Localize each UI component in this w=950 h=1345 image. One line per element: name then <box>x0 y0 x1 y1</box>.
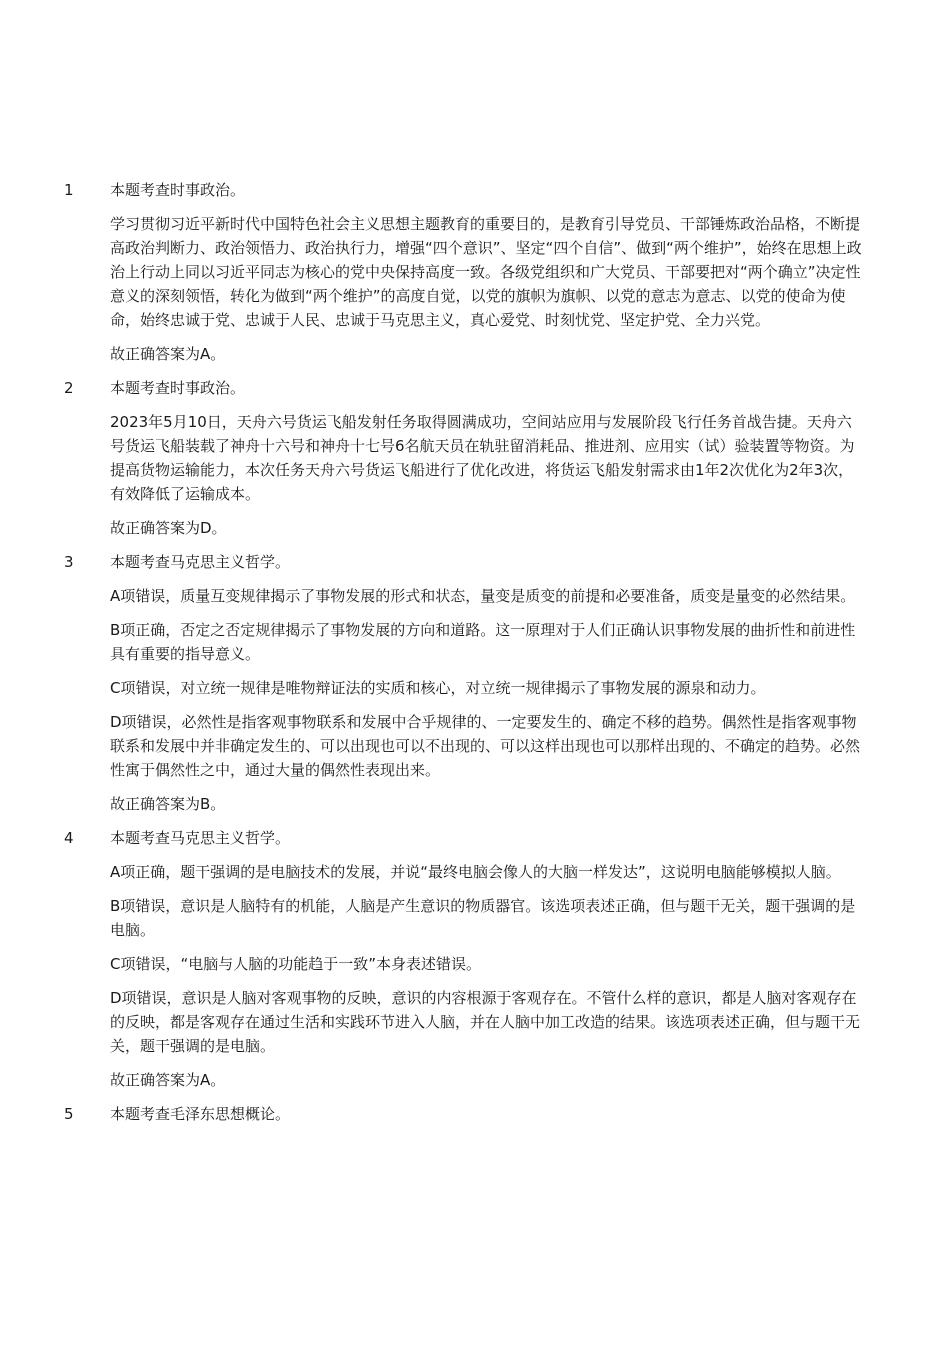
correct-answer: 故正确答案为B。 <box>110 795 226 813</box>
question-number: 5 <box>64 1105 74 1123</box>
question-topic: 本题考查马克思主义哲学。 <box>110 829 291 847</box>
question-2 <box>0 376 950 540</box>
question-topic: 本题考查毛泽东思想概论。 <box>110 1105 291 1123</box>
question-topic: 本题考查时事政治。 <box>110 181 246 199</box>
question-number: 3 <box>64 553 74 571</box>
correct-answer: 故正确答案为A。 <box>110 1071 226 1089</box>
question-number: 1 <box>64 181 74 199</box>
question-number: 2 <box>64 379 74 397</box>
question-number: 4 <box>64 829 74 847</box>
explanation-paragraph: 学习贯彻习近平新时代中国特色社会主义思想主题教育的重要目的，是教育引导党员、干部锤炼政治品格，不断提高政治判断力、政治领悟力、政治执行力，增强“四个意识”、坚定“四个自信”、做到“两个维护”，始终在思想上政治上行动上同以习近平同志为核心的党中央保持高度一致。各级党组织和广大党员、干部要把对“两个确立”决定性意义的深刻领悟，转化为做到“两个维护”的高度自觉，以党的旗帜为旗帜、以党的意志为意志、以党的使命为使命，始终忠诚于党、忠诚于人民、忠诚于马克思主义，真心爱党、时刻忧党、坚定护党、全力兴党。 <box>110 215 862 329</box>
explanation-paragraph: 2023年5月10日，天舟六号货运飞船发射任务取得圆满成功，空间站应用与发展阶段飞行任务首战告捷。天舟六号货运飞船装载了神舟十六号和神舟十七号6名航天员在轨驻留消耗品、推进剂、应用实（试）验装置等物资。为提高货物运输能力，本次任务天舟六号货运飞船进行了优化改进，将货运飞船发射需求由1年2次优化为2年3次，有效降低了运输成本。 <box>110 413 855 503</box>
question-3 <box>0 550 950 816</box>
answer-explanations <box>0 178 950 1136</box>
question-5 <box>0 1102 950 1126</box>
question-1 <box>0 178 950 366</box>
explanation-option-d: D项错误，意识是人脑对客观事物的反映，意识的内容根源于客观存在。不管什么样的意识，都是人脑对客观存在的反映，都是客观存在通过生活和实践环节进入人脑，并在人脑中加工改造的结果。该选项表述正确，但与题干无关，题干强调的是电脑。 <box>110 989 861 1055</box>
explanation-option-b: B项正确，否定之否定规律揭示了事物发展的方向和道路。这一原理对于人们正确认识事物发展的曲折性和前进性具有重要的指导意义。 <box>110 621 856 663</box>
explanation-option-c: C项错误，对立统一规律是唯物辩证法的实质和核心，对立统一规律揭示了事物发展的源泉和动力。 <box>110 679 766 697</box>
correct-answer: 故正确答案为D。 <box>110 519 227 537</box>
question-4 <box>0 826 950 1092</box>
explanation-option-b: B项错误，意识是人脑特有的机能，人脑是产生意识的物质器官。该选项表述正确，但与题干无关，题干强调的是电脑。 <box>110 897 856 939</box>
correct-answer: 故正确答案为A。 <box>110 345 226 363</box>
explanation-option-a: A项正确，题干强调的是电脑技术的发展，并说“最终电脑会像人的大脑一样发达”，这说明电脑能够模拟人脑。 <box>110 863 841 881</box>
explanation-option-a: A项错误，质量互变规律揭示了事物发展的形式和状态，量变是质变的前提和必要准备，质变是量变的必然结果。 <box>110 587 856 605</box>
explanation-option-d: D项错误，必然性是指客观事物联系和发展中合乎规律的、一定要发生的、确定不移的趋势。偶然性是指客观事物联系和发展中并非确定发生的、可以出现也可以不出现的、可以这样出现也可以那样出现的、不确定的趋势。必然性寓于偶然性之中，通过大量的偶然性表现出来。 <box>110 713 861 779</box>
explanation-option-c: C项错误，“电脑与人脑的功能趋于一致”本身表述错误。 <box>110 955 482 973</box>
question-topic: 本题考查时事政治。 <box>110 379 246 397</box>
question-topic: 本题考查马克思主义哲学。 <box>110 553 291 571</box>
